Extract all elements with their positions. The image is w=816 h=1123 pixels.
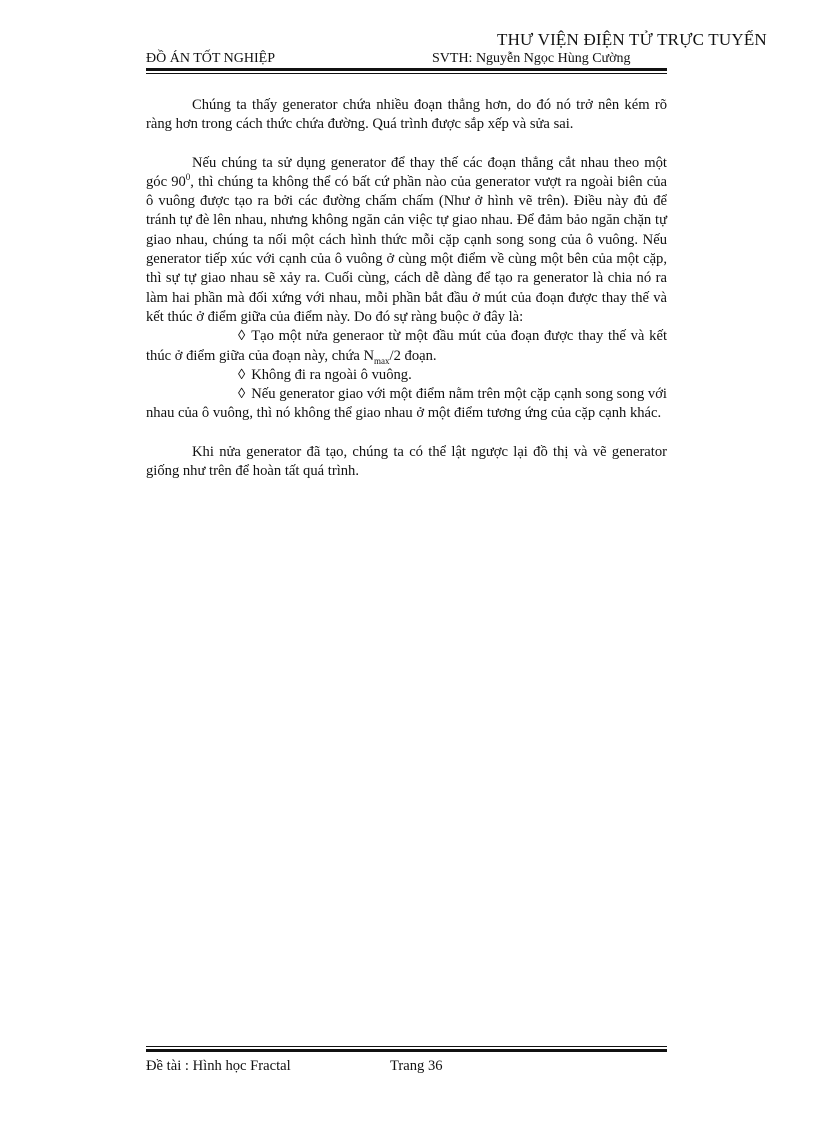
constraint-item-1 — [146, 327, 667, 366]
page-number: Trang 36 — [390, 1058, 443, 1074]
paragraph-2-part-b: , thì chúng ta không thể có bất cứ phần nào của generator vượt ra ngoài biên của ô vuông được tạo ra bởi các đường chấm chấm (Như ở hình vẽ trên). Điều này đủ để tránh tự đè lên nhau, nhưng không ngăn cản việc tự giao nhau. Để đảm bảo ngăn chặn tự giao nhau, chúng ta nối một cách hình thức mỗi cặp cạnh song song của ô vuông. Nếu generator tiếp xúc với cạnh của ô vuông ở cùng một điểm về cùng một bên của một cặp, thì sự tự giao nhau sẽ xảy ra. Cuối cùng, cách dễ dàng để tạo ra generator là chia nó ra làm hai phần mà đối xứng với nhau, mỗi phần bắt đầu ở mút của đoạn được thay thế và kết thúc ở điểm giữa của điểm này. Do đó sự ràng buộc ở đây là: — [146, 173, 667, 325]
constraint-item-3 — [146, 385, 667, 424]
constraint-1-part-a: Tạo một nửa generaor từ một đầu mút của đoạn được thay thế và kết thúc ở điểm giữa của đoạn này, chứa N — [146, 328, 667, 364]
constraint-2-text: Không đi ra ngoài ô vuông. — [251, 366, 412, 383]
diamond-bullet-icon: ◊ — [238, 366, 246, 383]
constraint-1-part-b: /2 đoạn. — [389, 347, 437, 364]
footer-rule-thin — [146, 1046, 667, 1047]
paragraph-2-part-a: Nếu chúng ta sử dụng generator để thay thế các đoạn thẳng cắt nhau theo một góc 90 — [146, 154, 667, 190]
document-body — [146, 96, 667, 481]
header-rule-thick — [146, 68, 667, 71]
nmax-subscript: max — [374, 355, 390, 366]
header-student: SVTH: Nguyễn Ngọc Hùng Cường — [432, 51, 631, 66]
diamond-bullet-icon: ◊ — [238, 328, 246, 345]
footer-topic: Đề tài : Hình học Fractal — [146, 1058, 291, 1074]
watermark-text: THƯ VIỆN ĐIỆN TỬ TRỰC TUYẾN — [497, 30, 767, 49]
diamond-bullet-icon: ◊ — [238, 386, 246, 403]
constraint-item-2 — [146, 366, 667, 385]
paragraph-2 — [146, 154, 667, 328]
header-title: ĐỒ ÁN TỐT NGHIỆP — [146, 51, 275, 66]
degree-superscript: 0 — [185, 172, 191, 183]
constraint-3-text: Nếu generator giao với một điểm nằm trên một cặp cạnh song song với nhau của ô vuông, thì nó không thể giao nhau ở một điểm tương ứng của cặp cạnh khác. — [146, 386, 667, 422]
header-rule-thin — [146, 73, 667, 74]
footer-rule-thick — [146, 1049, 667, 1052]
paragraph-3: Khi nửa generator đã tạo, chúng ta có thể lật ngược lại đồ thị và vẽ generator giống như trên để hoàn tất quá trình. — [146, 443, 667, 480]
paragraph-1: Chúng ta thấy generator chứa nhiều đoạn thẳng hơn, do đó nó trở nên kém rõ ràng hơn trong cách thức chứa đường. Quá trình được sắp xếp và sửa sai. — [146, 97, 667, 133]
